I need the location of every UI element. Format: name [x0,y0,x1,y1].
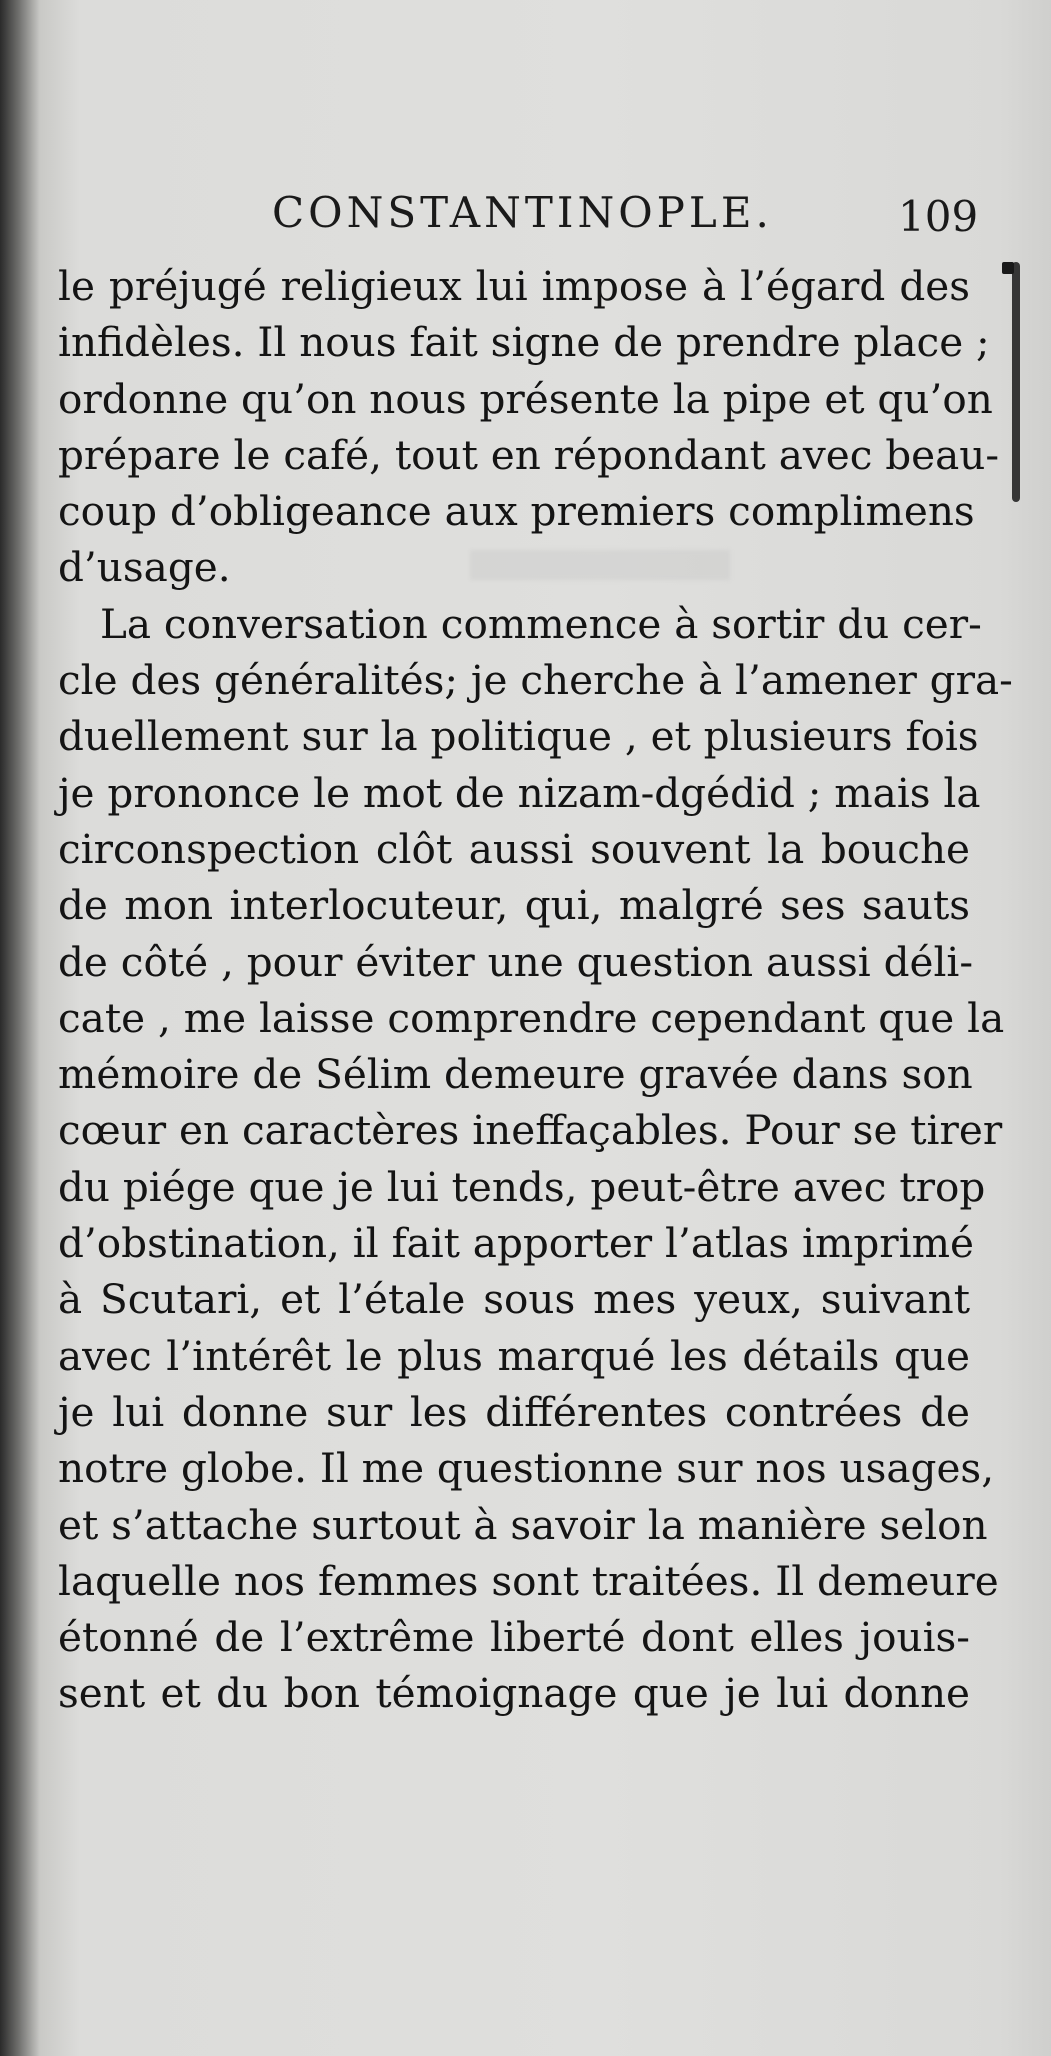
text-line: cœur en caractères ineffaçables. Pour se tirer [58,1106,1003,1155]
text-line: mémoire de Sélim demeure gravée dans son [58,1050,973,1099]
margin-mark [1012,262,1020,502]
text-line: étonné de l’extrême liberté dont elles jouis- [58,1613,970,1662]
text-line: avec l’intérêt le plus marqué les détails que [58,1331,970,1380]
text-line: je prononce le mot de nizam-dgédid ; mais la [58,768,981,817]
text-line: notre globe. Il me questionne sur nos usages, [58,1444,995,1493]
text-line: circonspection clôt aussi souvent la bouche [58,824,970,873]
page-number: 109 [898,192,979,241]
text-line: de mon interlocuteur, qui, malgré ses sauts [58,881,970,930]
text-line: le préjugé religieux lui impose à l’égard des [58,262,970,310]
text-line: du piége que je lui tends, peut-être avec trop [58,1162,986,1211]
text-line: d’usage. [58,543,231,592]
text-line: laquelle nos femmes sont traitées. Il demeure [58,1556,999,1605]
text-line: ordonne qu’on nous présente la pipe et qu’on [58,374,993,423]
text-line: infidèles. Il nous fait signe de prendre place ; [58,318,990,367]
text-line: de côté , pour éviter une question aussi déli- [58,937,974,986]
text-line: La conversation commence à sortir du cer- [100,599,982,648]
text-line: à Scutari, et l’étale sous mes yeux, suivant [58,1275,970,1324]
running-title: CONSTANTINOPLE. [272,188,773,237]
text-line: coup d’obligeance aux premiers complimens [58,487,975,536]
body-text [58,258,1013,1722]
text-line: et s’attache surtout à savoir la manière selon [58,1500,988,1549]
running-head [0,188,1051,248]
text-line: d’obstination, il fait apporter l’atlas imprimé [58,1219,974,1268]
text-line: sent et du bon témoignage que je lui donne [58,1669,970,1718]
text-line: cate , me laisse comprendre cependant que la [58,993,1005,1042]
text-line: duellement sur la politique , et plusieurs fois [58,712,979,761]
text-line: cle des généralités; je cherche à l’amener gra- [58,656,1013,705]
text-line: je lui donne sur les différentes contrées de [58,1387,970,1436]
text-line: prépare le café, tout en répondant avec beau- [58,430,1000,479]
